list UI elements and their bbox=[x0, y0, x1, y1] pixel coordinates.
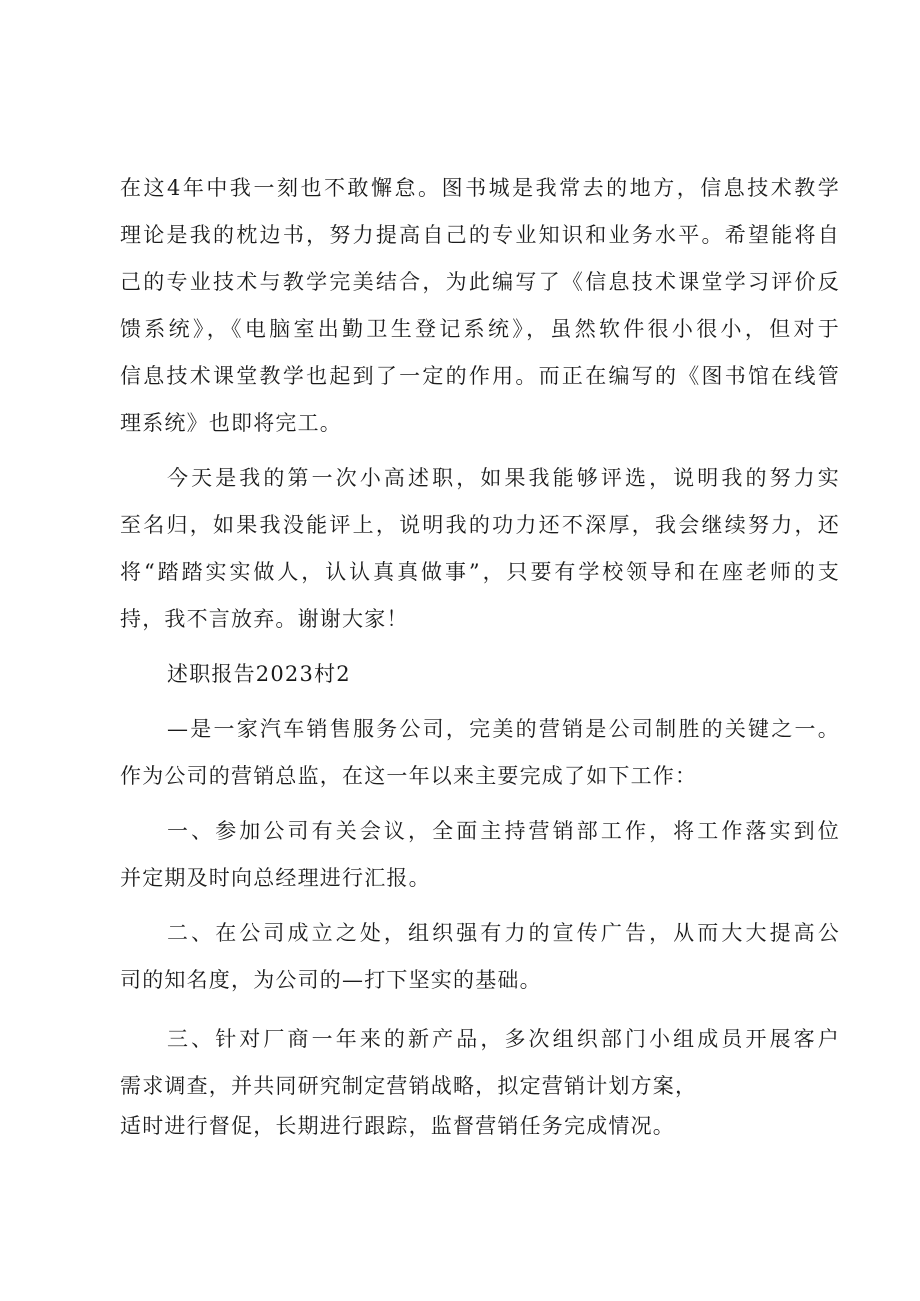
body-line: 持，我不言放弃。谢谢大家！ bbox=[120, 607, 409, 631]
body-line: 将“踏踏实实做人，认认真真做事”，只要有学校领导和在座老师的支 bbox=[120, 560, 840, 584]
body-line: 一、参加公司有关会议，全面主持营销部工作，将工作落实到位 bbox=[167, 819, 840, 843]
body-line: 需求调查，并共同研究制定营销战略，拟定营销计划方案， bbox=[120, 1074, 698, 1098]
body-line: 己的专业技术与教学完美结合，为此编写了《信息技术课堂学习评价反 bbox=[120, 270, 840, 294]
body-line: 今天是我的第一次小高述职，如果我能够评选，说明我的努力实 bbox=[167, 466, 840, 490]
body-line: 至名归，如果我没能评上，说明我的功力还不深厚，我会继续努力，还 bbox=[120, 513, 840, 537]
body-line: 信息技术课堂教学也起到了一定的作用。而正在编写的《图书馆在线管 bbox=[120, 364, 840, 388]
body-line: 作为公司的营销总监，在这一年以来主要完成了如下工作： bbox=[120, 764, 698, 788]
body-line: 二、在公司成立之处，组织强有力的宣传广告，从而大大提高公 bbox=[167, 921, 840, 945]
body-line: 三、针对厂商一年来的新产品，多次组织部门小组成员开展客户 bbox=[167, 1027, 840, 1051]
body-line: 理系统》也即将完工。 bbox=[120, 411, 342, 435]
document-body bbox=[120, 165, 840, 1142]
body-line: 理论是我的枕边书，努力提高自己的专业知识和业务水平。希望能将自 bbox=[120, 223, 840, 247]
body-line: 在这4年中我一刻也不敢懈怠。图书城是我常去的地方，信息技术教学 bbox=[120, 176, 840, 200]
body-line: 并定期及时向总经理进行汇报。 bbox=[120, 866, 431, 890]
section-heading: 述职报告2023村2 bbox=[167, 662, 351, 686]
body-line: 馈系统》，《电脑室出勤卫生登记系统》，虽然软件很小很小，但对于 bbox=[120, 317, 840, 341]
body-line: 适时进行督促，长期进行跟踪，监督营销任务完成情况。 bbox=[120, 1114, 675, 1138]
body-line: 司的知名度，为公司的—打下坚实的基础。 bbox=[120, 968, 542, 992]
body-line: —是一家汽车销售服务公司，完美的营销是公司制胜的关键之一。 bbox=[167, 717, 840, 741]
